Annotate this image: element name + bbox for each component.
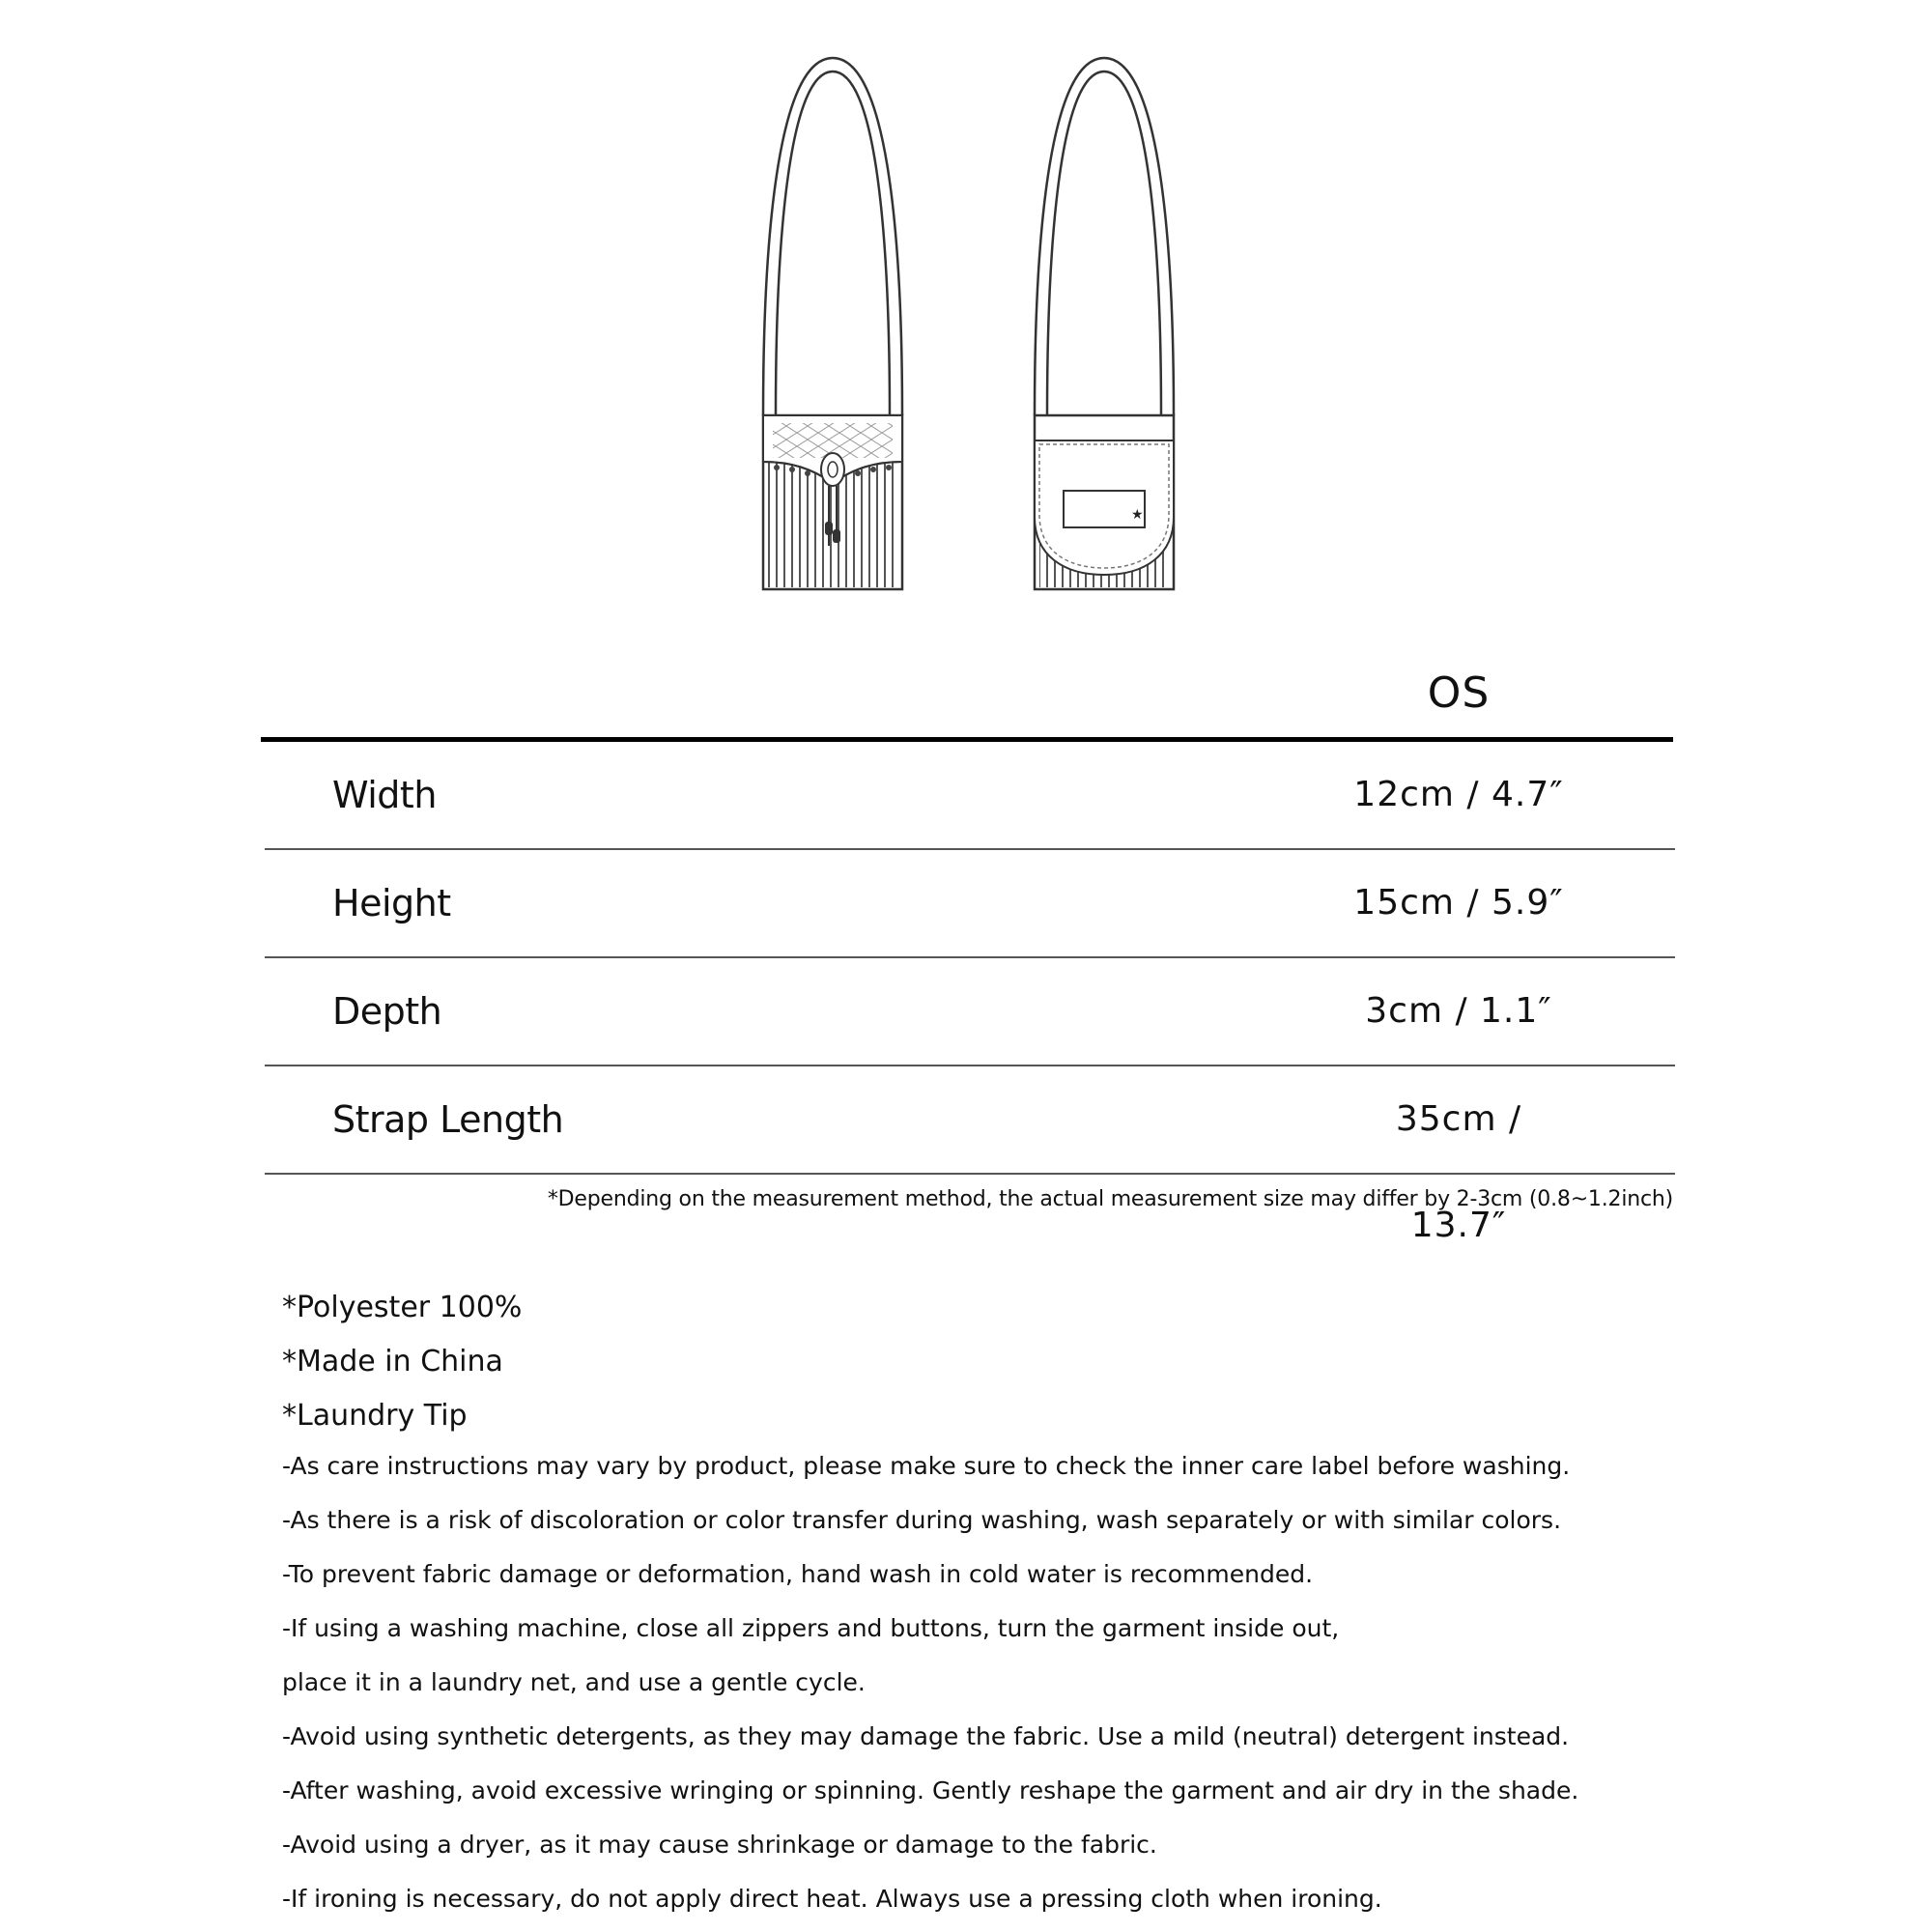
row-value: 35cm / 13.7″ — [1395, 1099, 1522, 1245]
care-line: place it in a laundry net, and use a gentle cycle. — [282, 1668, 866, 1696]
front-bag-body — [763, 415, 902, 589]
bag-front-view — [763, 58, 902, 589]
care-line: -If ironing is necessary, do not apply direct heat. Always use a pressing cloth when ironing. — [282, 1885, 1382, 1913]
row-value: 12cm / 4.7″ — [1353, 775, 1564, 814]
bag-back-view — [1035, 58, 1174, 589]
table-row-width — [265, 742, 1675, 850]
origin-text: *Made in China — [282, 1345, 503, 1378]
material-text: *Polyester 100% — [282, 1291, 523, 1324]
size-column-header: OS — [1427, 668, 1491, 718]
table-row-height — [265, 850, 1675, 958]
care-line: -To prevent fabric damage or deformation, hand wash in cold water is recommended. — [282, 1560, 1314, 1588]
row-label: Height — [332, 882, 451, 924]
table-row-depth — [265, 958, 1675, 1066]
row-label: Depth — [332, 990, 442, 1033]
front-strap — [763, 58, 902, 415]
measurement-footnote: *Depending on the measurement method, the actual measurement size may differ by 2-3cm (0.8~1.2inch) — [547, 1187, 1673, 1211]
bag-illustration — [0, 0, 1932, 618]
care-line: -As there is a risk of discoloration or color transfer during washing, wash separately or with similar colors. — [282, 1506, 1562, 1534]
care-line: -As care instructions may vary by product, please make sure to check the inner care label before washing. — [282, 1452, 1571, 1480]
laundry-tip-title: *Laundry Tip — [282, 1399, 468, 1433]
row-label: Width — [332, 774, 437, 816]
back-bag-body — [1035, 415, 1174, 589]
product-facts — [282, 1281, 522, 1443]
row-label: Strap Length — [332, 1098, 564, 1141]
care-instructions — [282, 1439, 1578, 1926]
row-value: 15cm / 5.9″ — [1353, 883, 1564, 923]
care-line: -Avoid using a dryer, as it may cause shrinkage or damage to the fabric. — [282, 1831, 1157, 1859]
row-value: 3cm / 1.1″ — [1365, 991, 1552, 1031]
care-line: -After washing, avoid excessive wringing or spinning. Gently reshape the garment and air dry in the shade. — [282, 1776, 1579, 1804]
care-line: -If using a washing machine, close all zippers and buttons, turn the garment inside out, — [282, 1614, 1340, 1642]
svg-text:★: ★ — [1131, 507, 1144, 523]
care-line: -Avoid using synthetic detergents, as they may damage the fabric. Use a mild (neutral) detergent instead. — [282, 1722, 1570, 1750]
back-strap — [1035, 58, 1174, 415]
